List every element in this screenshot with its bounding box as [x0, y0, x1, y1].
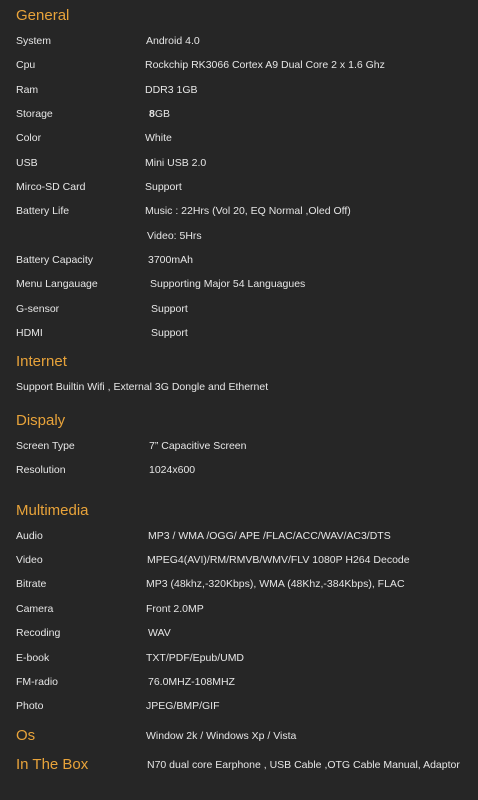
section-heading-in-the-box: In The Box	[16, 756, 89, 773]
spec-label-resolution: Resolution	[16, 464, 66, 476]
spec-value-ram: DDR3 1GB	[145, 84, 198, 96]
spec-label-usb: USB	[16, 157, 38, 169]
section-heading-multimedia: Multimedia	[16, 502, 89, 519]
spec-label-hdmi: HDMI	[16, 327, 43, 339]
spec-label-battery-capacity: Battery Capacity	[16, 254, 94, 266]
spec-label-menu-language: Menu Langauage	[16, 278, 98, 290]
spec-label-recoding: Recoding	[16, 627, 61, 639]
spec-label-camera: Camera	[16, 603, 54, 615]
spec-value-fmradio: 76.0MHZ-108MHZ	[148, 676, 235, 688]
spec-value-hdmi: Support	[151, 327, 188, 339]
spec-value-color: White	[145, 132, 172, 144]
spec-label-ram: Ram	[16, 84, 39, 96]
section-heading-internet: Internet	[16, 353, 67, 370]
spec-value-os: Window 2k / Windows Xp / Vista	[146, 730, 297, 742]
spec-label-bitrate: Bitrate	[16, 578, 47, 590]
section-heading-display: Dispaly	[16, 412, 66, 429]
spec-label-battery-life: Battery Life	[16, 205, 70, 217]
spec-label-photo: Photo	[16, 700, 44, 712]
section-heading-general: General	[16, 7, 70, 24]
spec-value-in-the-box: N70 dual core Earphone , USB Cable ,OTG Cable Manual, Adaptor	[147, 759, 460, 771]
spec-value-system: Android 4.0	[146, 35, 200, 47]
internet-description: Support Builtin Wifi , External 3G Dongle and Ethernet	[16, 381, 269, 393]
spec-value-storage	[149, 108, 170, 121]
spec-label-color: Color	[16, 132, 42, 144]
spec-label-cpu: Cpu	[16, 59, 36, 71]
spec-value-ebook: TXT/PDF/Epub/UMD	[146, 652, 245, 664]
spec-value-audio: MP3 / WMA /OGG/ APE /FLAC/ACC/WAV/AC3/DTS	[148, 530, 391, 542]
spec-value-battery-capacity: 3700mAh	[148, 254, 193, 266]
spec-label-audio: Audio	[16, 530, 43, 542]
spec-label-ebook: E-book	[16, 652, 50, 664]
spec-label-fmradio: FM-radio	[16, 676, 59, 688]
section-heading-os: Os	[16, 727, 36, 744]
spec-label-gsensor: G-sensor	[16, 303, 60, 315]
spec-value-gsensor: Support	[151, 303, 188, 315]
spec-label-screen-type: Screen Type	[16, 440, 75, 452]
spec-label-microsd: Mirco-SD Card	[16, 181, 86, 193]
spec-value-microsd: Support	[145, 181, 182, 193]
spec-value-resolution: 1024x600	[149, 464, 196, 476]
spec-value-cpu: Rockchip RK3066 Cortex A9 Dual Core 2 x 1.6 Ghz	[145, 59, 385, 71]
spec-value-video: MPEG4(AVI)/RM/RMVB/WMV/FLV 1080P H264 Decode	[147, 554, 410, 566]
spec-value-screen-type: 7” Capacitive Screen	[149, 440, 247, 452]
spec-label-storage: Storage	[16, 108, 53, 120]
storage-size-number: 8	[149, 108, 155, 120]
spec-label-system: System	[16, 35, 52, 47]
spec-value-menu-language: Supporting Major 54 Languagues	[150, 278, 306, 290]
storage-size-unit: GB	[154, 108, 171, 120]
spec-value-camera: Front 2.0MP	[146, 603, 204, 615]
spec-value-battery-life-video: Video: 5Hrs	[147, 230, 202, 242]
spec-value-battery-life-music: Music : 22Hrs (Vol 20, EQ Normal ,Oled Off)	[145, 205, 351, 217]
spec-value-recoding: WAV	[148, 627, 171, 639]
spec-value-bitrate: MP3 (48khz,-320Kbps), WMA (48Khz,-384Kbps), FLAC	[146, 578, 405, 590]
spec-label-video: Video	[16, 554, 43, 566]
spec-value-usb: Mini USB 2.0	[145, 157, 207, 169]
spec-value-photo: JPEG/BMP/GIF	[146, 700, 220, 712]
